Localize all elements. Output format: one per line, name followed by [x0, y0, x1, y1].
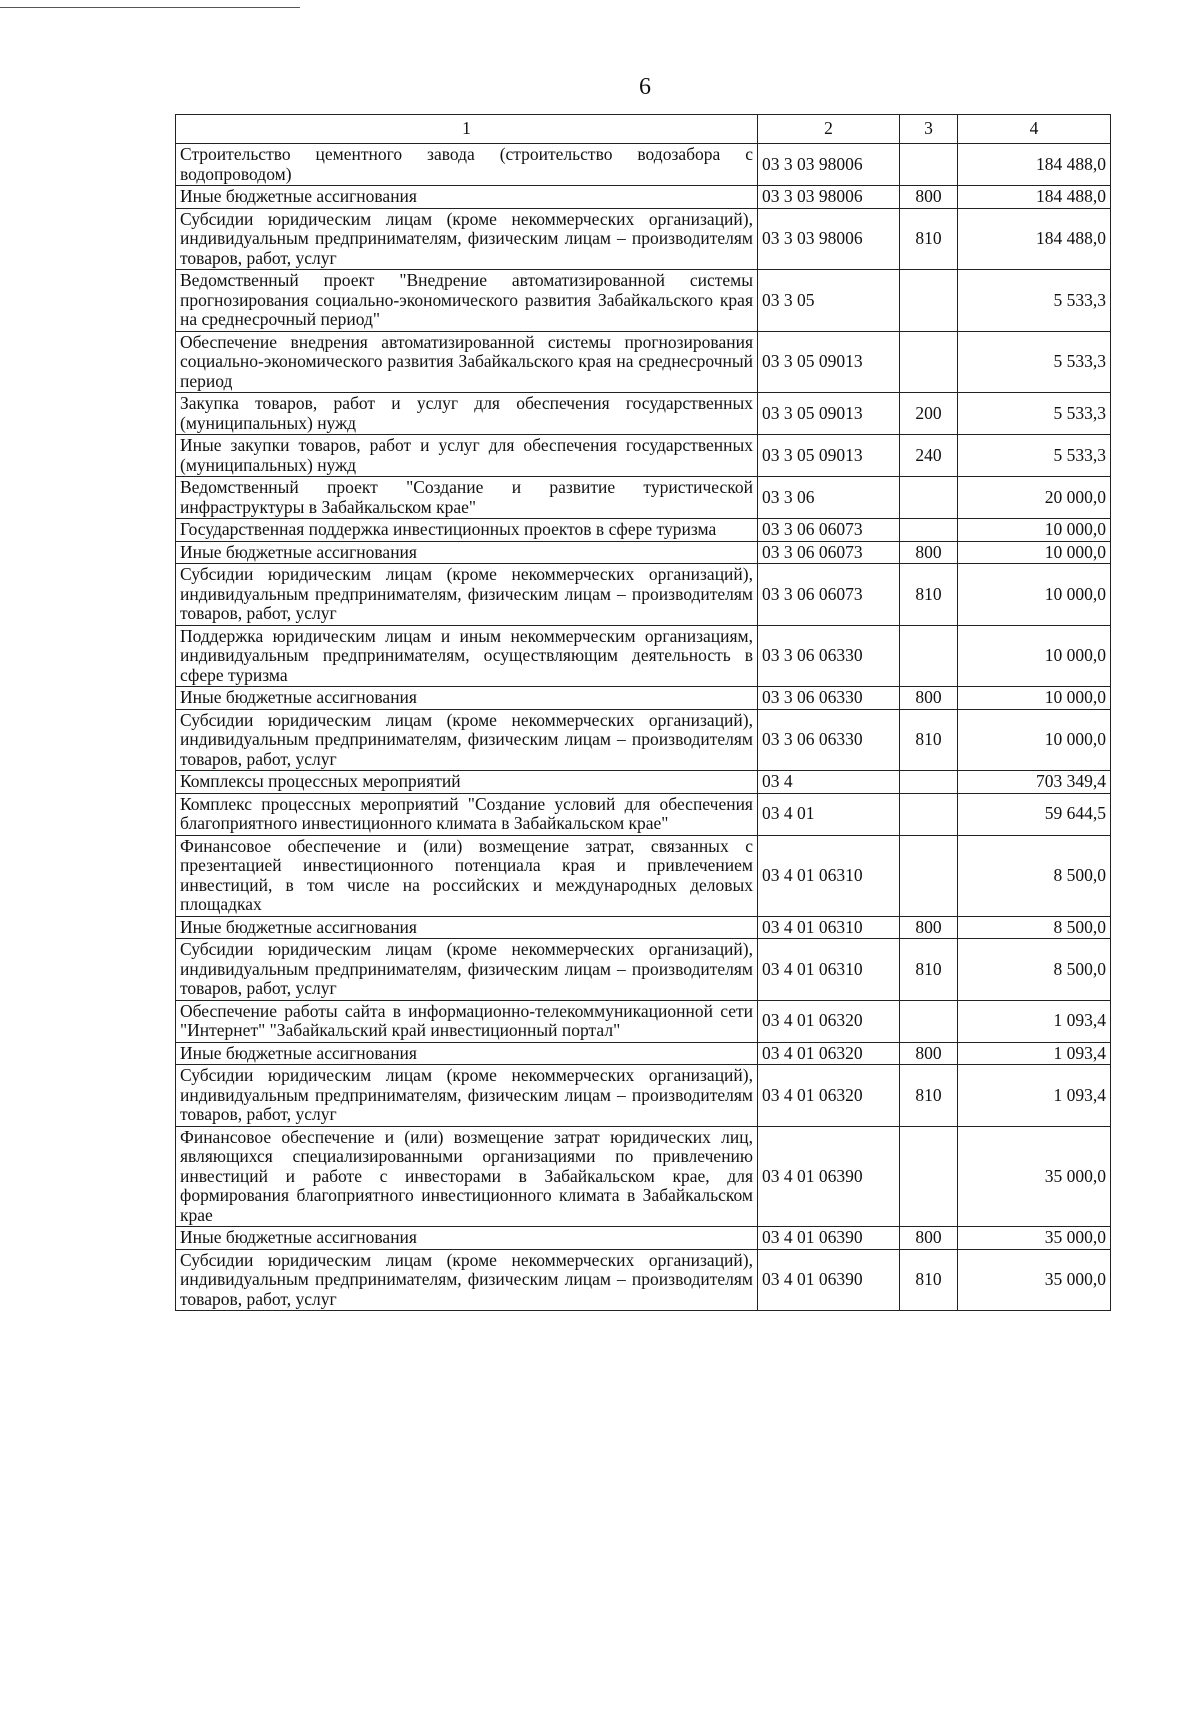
row-name: Иные бюджетные ассигнования: [176, 541, 758, 564]
row-amount: 8 500,0: [958, 835, 1111, 916]
row-code: 03 4 01 06390: [758, 1249, 900, 1311]
row-name: Финансовое обеспечение и (или) возмещение затрат юридических лиц, являющихся специализированными организациями по привлечению инвестиций и работе с инвесторами в Забайкальском крае, для формирования благоприятного инвестиционного климата в Забайкальском крае: [176, 1126, 758, 1227]
row-amount: 10 000,0: [958, 625, 1111, 687]
table-row: [176, 208, 1111, 270]
row-name: Иные бюджетные ассигнования: [176, 687, 758, 710]
row-amount: 35 000,0: [958, 1227, 1111, 1250]
row-name: Государственная поддержка инвестиционных проектов в сфере туризма: [176, 519, 758, 542]
header-col-4: 4: [958, 115, 1111, 144]
row-amount: 20 000,0: [958, 477, 1111, 519]
row-code: 03 3 06: [758, 477, 900, 519]
table-row: [176, 331, 1111, 393]
row-expense-type: [900, 835, 958, 916]
table-row: [176, 793, 1111, 835]
row-expense-type: 800: [900, 1042, 958, 1065]
table-row: [176, 564, 1111, 626]
table-row: [176, 519, 1111, 542]
row-code: 03 4 01 06320: [758, 1065, 900, 1127]
header-col-3: 3: [900, 115, 958, 144]
row-expense-type: [900, 270, 958, 332]
page-number: 6: [639, 74, 651, 100]
budget-table: [175, 114, 1111, 1311]
row-expense-type: 810: [900, 564, 958, 626]
row-amount: 184 488,0: [958, 208, 1111, 270]
row-code: 03 4 01 06310: [758, 939, 900, 1001]
row-code: 03 3 06 06073: [758, 541, 900, 564]
row-code: 03 3 03 98006: [758, 186, 900, 209]
row-name: Комплекс процессных мероприятий "Создание условий для обеспечения благоприятного инвестиционного климата в Забайкальском крае": [176, 793, 758, 835]
row-code: 03 4 01 06390: [758, 1126, 900, 1227]
table-row: [176, 916, 1111, 939]
table-row: [176, 835, 1111, 916]
row-amount: 10 000,0: [958, 541, 1111, 564]
row-name: Ведомственный проект "Создание и развитие туристической инфраструктуры в Забайкальском крае": [176, 477, 758, 519]
row-code: 03 3 06 06330: [758, 709, 900, 771]
row-amount: 59 644,5: [958, 793, 1111, 835]
header-col-2: 2: [758, 115, 900, 144]
row-expense-type: 810: [900, 939, 958, 1001]
row-expense-type: [900, 771, 958, 794]
row-name: Обеспечение работы сайта в информационно-телекоммуникационной сети "Интернет" "Забайкальский край инвестиционный портал": [176, 1000, 758, 1042]
table-row: [176, 393, 1111, 435]
row-code: 03 4 01 06320: [758, 1000, 900, 1042]
row-amount: 5 533,3: [958, 331, 1111, 393]
row-expense-type: 240: [900, 435, 958, 477]
table-row: [176, 709, 1111, 771]
header-row: [176, 115, 1111, 144]
row-code: 03 4 01: [758, 793, 900, 835]
row-amount: 35 000,0: [958, 1126, 1111, 1227]
row-code: 03 3 03 98006: [758, 208, 900, 270]
row-amount: 5 533,3: [958, 435, 1111, 477]
row-code: 03 3 05: [758, 270, 900, 332]
row-expense-type: 800: [900, 1227, 958, 1250]
row-code: 03 3 03 98006: [758, 144, 900, 186]
row-name: Субсидии юридическим лицам (кроме некоммерческих организаций), индивидуальным предпринимателям, физическим лицам – производителям товаров, работ, услуг: [176, 1065, 758, 1127]
row-amount: 10 000,0: [958, 519, 1111, 542]
row-name: Иные бюджетные ассигнования: [176, 1227, 758, 1250]
header-col-1: 1: [176, 115, 758, 144]
row-amount: 10 000,0: [958, 687, 1111, 710]
row-expense-type: 200: [900, 393, 958, 435]
row-expense-type: [900, 625, 958, 687]
row-expense-type: [900, 519, 958, 542]
row-name: Иные бюджетные ассигнования: [176, 1042, 758, 1065]
row-expense-type: [900, 1126, 958, 1227]
row-expense-type: 800: [900, 687, 958, 710]
row-amount: 1 093,4: [958, 1000, 1111, 1042]
row-code: 03 3 05 09013: [758, 331, 900, 393]
table-row: [176, 144, 1111, 186]
row-expense-type: [900, 477, 958, 519]
row-expense-type: [900, 793, 958, 835]
row-amount: 703 349,4: [958, 771, 1111, 794]
row-name: Иные закупки товаров, работ и услуг для обеспечения государственных (муниципальных) нужд: [176, 435, 758, 477]
row-code: 03 4: [758, 771, 900, 794]
table-row: [176, 625, 1111, 687]
table-row: [176, 477, 1111, 519]
table-row: [176, 186, 1111, 209]
row-amount: 184 488,0: [958, 186, 1111, 209]
row-name: Строительство цементного завода (строительство водозабора с водопроводом): [176, 144, 758, 186]
row-code: 03 4 01 06310: [758, 916, 900, 939]
row-expense-type: 800: [900, 541, 958, 564]
row-amount: 35 000,0: [958, 1249, 1111, 1311]
row-name: Финансовое обеспечение и (или) возмещение затрат, связанных с презентацией инвестиционного потенциала края и привлечением инвестиций, в том числе на российских и международных деловых площадках: [176, 835, 758, 916]
row-code: 03 3 06 06073: [758, 564, 900, 626]
row-code: 03 3 06 06330: [758, 625, 900, 687]
row-expense-type: 810: [900, 208, 958, 270]
row-amount: 10 000,0: [958, 564, 1111, 626]
row-name: Субсидии юридическим лицам (кроме некоммерческих организаций), индивидуальным предпринимателям, физическим лицам – производителям товаров, работ, услуг: [176, 1249, 758, 1311]
top-divider-line: [0, 7, 300, 8]
table-row: [176, 939, 1111, 1001]
table-row: [176, 541, 1111, 564]
row-name: Субсидии юридическим лицам (кроме некоммерческих организаций), индивидуальным предпринимателям, физическим лицам – производителям товаров, работ, услуг: [176, 208, 758, 270]
row-amount: 8 500,0: [958, 916, 1111, 939]
row-amount: 5 533,3: [958, 270, 1111, 332]
row-name: Обеспечение внедрения автоматизированной системы прогнозирования социально-экономического развития Забайкальского края на среднесрочный период: [176, 331, 758, 393]
row-name: Субсидии юридическим лицам (кроме некоммерческих организаций), индивидуальным предпринимателям, физическим лицам – производителям товаров, работ, услуг: [176, 709, 758, 771]
row-amount: 1 093,4: [958, 1065, 1111, 1127]
row-expense-type: 810: [900, 1249, 958, 1311]
table-body: [176, 144, 1111, 1311]
row-amount: 5 533,3: [958, 393, 1111, 435]
table-row: [176, 435, 1111, 477]
row-code: 03 3 06 06073: [758, 519, 900, 542]
row-expense-type: [900, 331, 958, 393]
row-expense-type: 800: [900, 916, 958, 939]
table-row: [176, 1227, 1111, 1250]
row-name: Иные бюджетные ассигнования: [176, 186, 758, 209]
row-code: 03 3 05 09013: [758, 393, 900, 435]
row-code: 03 3 05 09013: [758, 435, 900, 477]
row-expense-type: 800: [900, 186, 958, 209]
row-code: 03 3 06 06330: [758, 687, 900, 710]
row-name: Поддержка юридическим лицам и иным некоммерческим организациям, индивидуальным предпринимателям, осуществляющим деятельность в сфере туризма: [176, 625, 758, 687]
table-row: [176, 687, 1111, 710]
row-code: 03 4 01 06390: [758, 1227, 900, 1250]
row-amount: 1 093,4: [958, 1042, 1111, 1065]
table-row: [176, 270, 1111, 332]
table-row: [176, 1126, 1111, 1227]
row-amount: 10 000,0: [958, 709, 1111, 771]
row-name: Закупка товаров, работ и услуг для обеспечения государственных (муниципальных) нужд: [176, 393, 758, 435]
table-row: [176, 1042, 1111, 1065]
row-name: Субсидии юридическим лицам (кроме некоммерческих организаций), индивидуальным предпринимателям, физическим лицам – производителям товаров, работ, услуг: [176, 939, 758, 1001]
row-name: Иные бюджетные ассигнования: [176, 916, 758, 939]
row-expense-type: [900, 144, 958, 186]
row-name: Субсидии юридическим лицам (кроме некоммерческих организаций), индивидуальным предпринимателям, физическим лицам – производителям товаров, работ, услуг: [176, 564, 758, 626]
row-code: 03 4 01 06310: [758, 835, 900, 916]
row-name: Ведомственный проект "Внедрение автоматизированной системы прогнозирования социально-экономического развития Забайкальского края на среднесрочный период": [176, 270, 758, 332]
row-expense-type: 810: [900, 709, 958, 771]
table-row: [176, 1065, 1111, 1127]
row-expense-type: [900, 1000, 958, 1042]
row-name: Комплексы процессных мероприятий: [176, 771, 758, 794]
row-code: 03 4 01 06320: [758, 1042, 900, 1065]
table-row: [176, 771, 1111, 794]
table-row: [176, 1249, 1111, 1311]
row-amount: 184 488,0: [958, 144, 1111, 186]
row-amount: 8 500,0: [958, 939, 1111, 1001]
table-row: [176, 1000, 1111, 1042]
row-expense-type: 810: [900, 1065, 958, 1127]
